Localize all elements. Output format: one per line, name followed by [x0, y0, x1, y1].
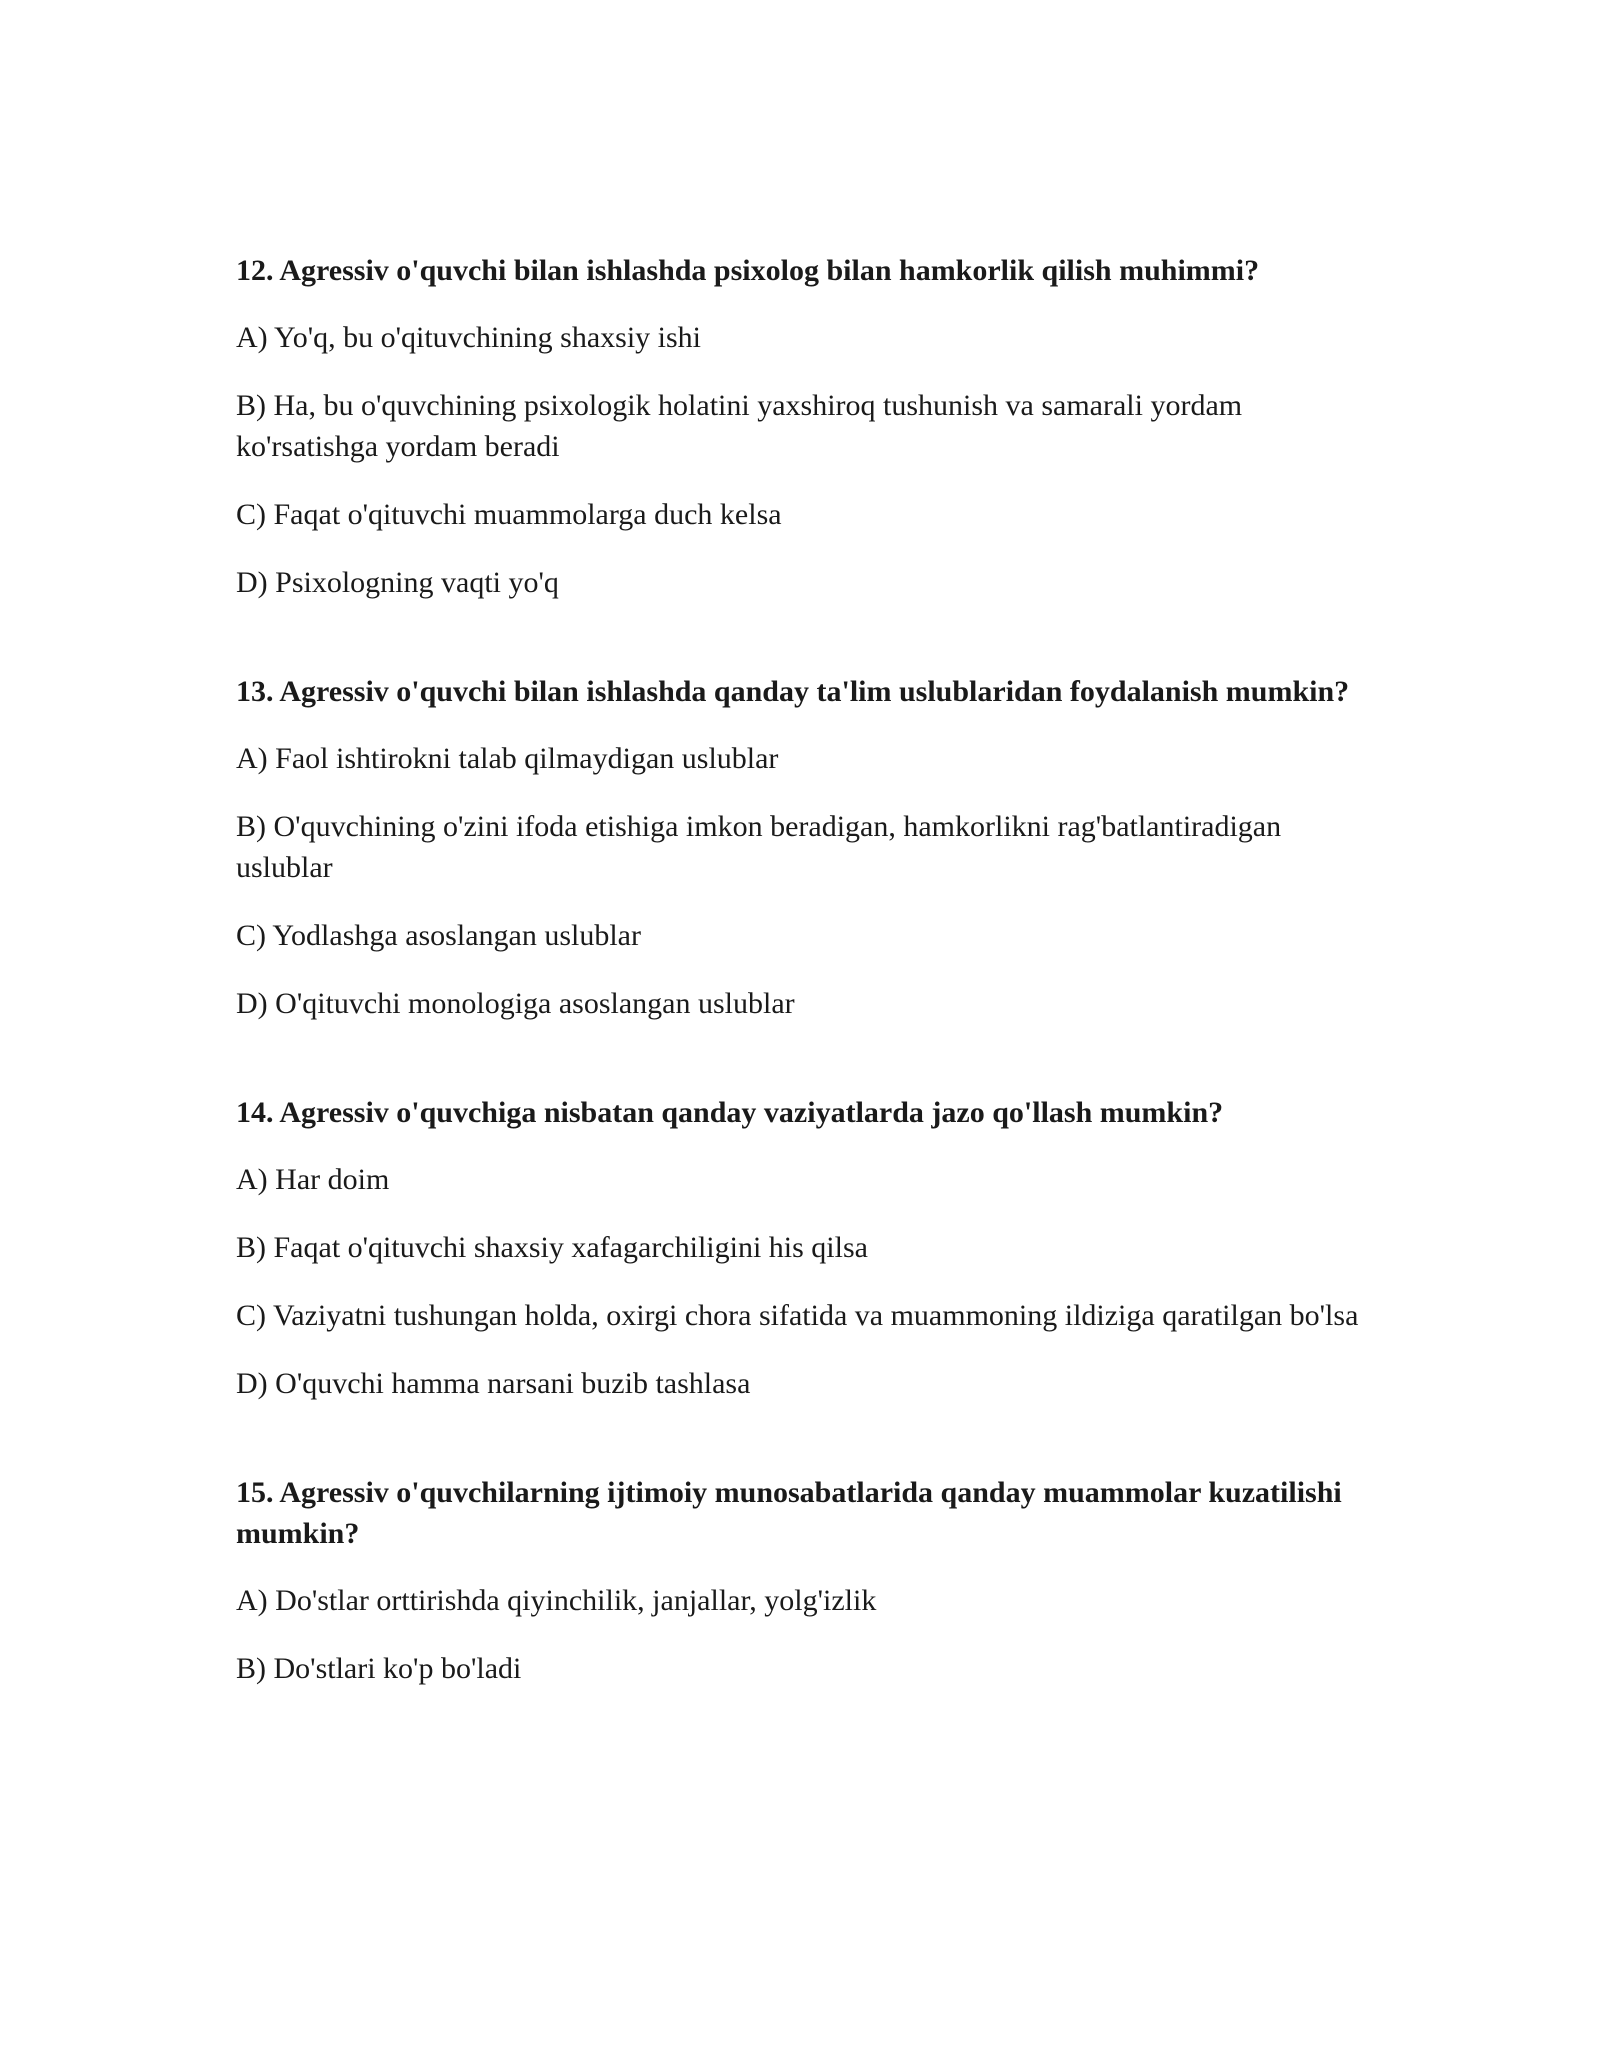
answer-option-b: B) Do'stlari ko'p bo'ladi [236, 1652, 522, 1685]
answer-option-a: A) Do'stlar orttirishda qiyinchilik, janjallar, yolg'izlik [236, 1584, 877, 1617]
question-12 [236, 250, 1366, 603]
question-title: 13. Agressiv o'quvchi bilan ishlashda qanday ta'lim uslublaridan foydalanish mumkin? [236, 675, 1350, 708]
answer-option-c: C) Faqat o'qituvchi muammolarga duch kelsa [236, 498, 782, 531]
document-page [236, 250, 1366, 1757]
answer-option-a: A) Har doim [236, 1163, 390, 1196]
answer-option-b: B) O'quvchining o'zini ifoda etishiga imkon beradigan, hamkorlikni rag'batlantiradigan uslublar [236, 810, 1282, 884]
answer-option-a: A) Yo'q, bu o'qituvchining shaxsiy ishi [236, 321, 702, 354]
question-title: 15. Agressiv o'quvchilarning ijtimoiy munosabatlarida qanday muammolar kuzatilishi mumkin? [236, 1476, 1342, 1550]
answer-option-d: D) O'quvchi hamma narsani buzib tashlasa [236, 1367, 751, 1400]
answer-option-a: A) Faol ishtirokni talab qilmaydigan uslublar [236, 742, 779, 775]
answer-option-b: B) Faqat o'qituvchi shaxsiy xafagarchiligini his qilsa [236, 1231, 868, 1264]
answer-option-c: C) Vaziyatni tushungan holda, oxirgi chora sifatida va muammoning ildiziga qaratilgan bo'lsa [236, 1299, 1359, 1332]
question-15 [236, 1472, 1366, 1689]
question-title: 14. Agressiv o'quvchiga nisbatan qanday vaziyatlarda jazo qo'llash mumkin? [236, 1096, 1224, 1129]
question-14 [236, 1092, 1366, 1404]
answer-option-b: B) Ha, bu o'quvchining psixologik holatini yaxshiroq tushunish va samarali yordam ko'rsatishga yordam beradi [236, 389, 1243, 463]
answer-option-d: D) Psixologning vaqti yo'q [236, 566, 559, 599]
answer-option-d: D) O'qituvchi monologiga asoslangan uslublar [236, 987, 795, 1020]
answer-option-c: C) Yodlashga asoslangan uslublar [236, 919, 641, 952]
question-title: 12. Agressiv o'quvchi bilan ishlashda psixolog bilan hamkorlik qilish muhimmi? [236, 254, 1260, 287]
question-13 [236, 671, 1366, 1024]
